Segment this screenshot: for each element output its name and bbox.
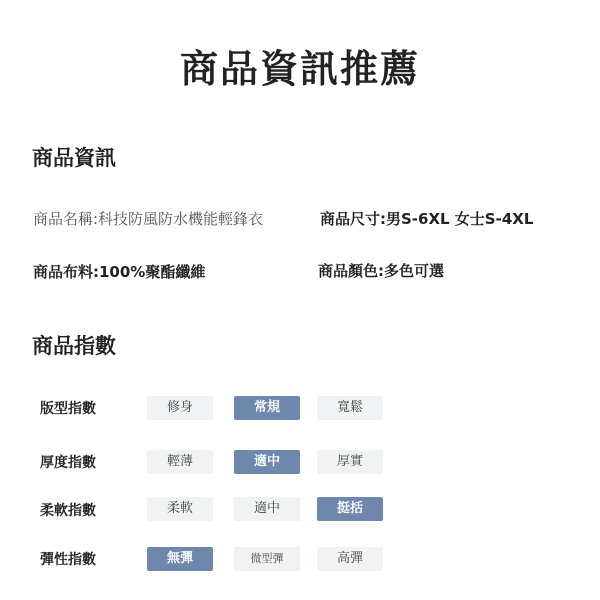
softness-index-label: 柔軟指數 (40, 503, 96, 519)
index-section-heading: 商品指數 (32, 334, 116, 358)
thickness-index-label: 厚度指數 (40, 455, 96, 471)
elasticity-option-none-selected: 無彈 (147, 547, 213, 571)
softness-option-soft: 柔軟 (147, 497, 213, 521)
product-color: 商品顏色:多色可選 (318, 262, 444, 280)
softness-option-crisp-selected: 挺括 (317, 497, 383, 521)
thickness-option-thick: 厚實 (317, 450, 383, 474)
page-title: 商品資訊推薦 (179, 47, 420, 91)
thickness-option-medium-selected: 適中 (234, 450, 300, 474)
fit-option-slim: 修身 (147, 396, 213, 420)
product-size: 商品尺寸:男S-6XL 女士S-4XL (320, 210, 534, 228)
fit-option-loose: 寬鬆 (317, 396, 383, 420)
fit-index-label: 版型指數 (40, 401, 96, 417)
elasticity-option-high: 高彈 (317, 547, 383, 571)
thickness-option-thin: 輕薄 (147, 450, 213, 474)
product-name: 商品名稱:科技防風防水機能輕鋒衣 (33, 210, 264, 228)
elasticity-index-label: 彈性指數 (40, 552, 96, 568)
product-fabric: 商品布料:100%聚酯纖維 (33, 263, 206, 281)
elasticity-option-slight: 微型彈 (234, 547, 300, 571)
softness-option-medium: 適中 (234, 497, 300, 521)
fit-option-regular-selected: 常規 (234, 396, 300, 420)
info-section-heading: 商品資訊 (32, 146, 116, 170)
